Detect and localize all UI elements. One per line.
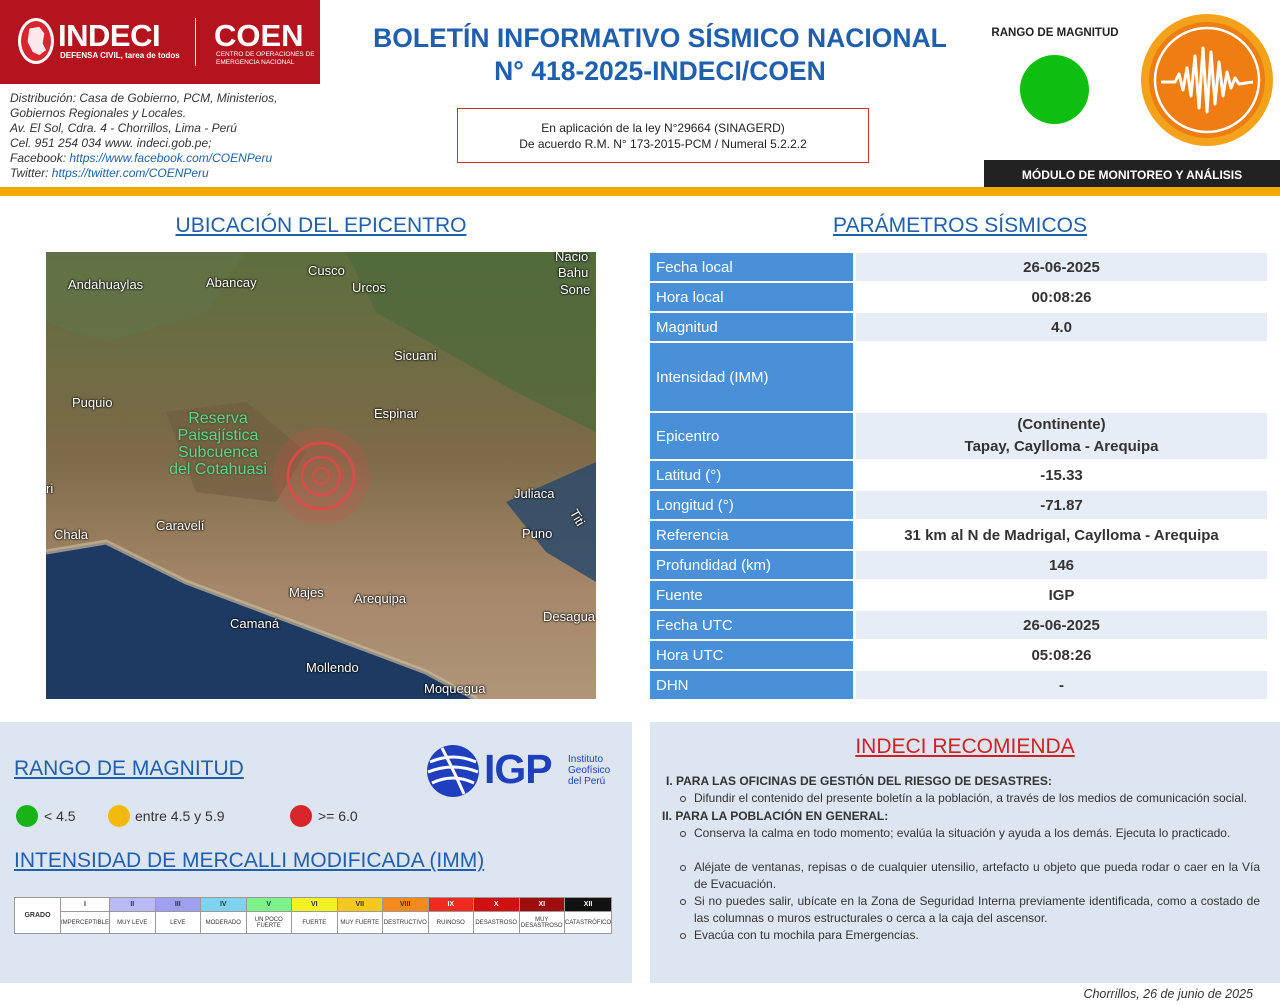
param-key: Profundidad (km) [650,551,856,579]
mercalli-title: INTENSIDAD DE MERCALLI MODIFICADA (IMM) [14,849,485,872]
map-label-chala: Chala [54,527,88,542]
param-key: Fecha local [650,253,856,281]
mercalli-desc: RUINOSO [428,912,474,934]
map-label-juliaca: Juliaca [514,486,555,501]
param-key: Fecha UTC [650,611,856,639]
mercalli-level: XII [565,898,612,912]
magnitude-range-label: RANGO DE MAGNITUD [991,27,1119,39]
mercalli-desc: MUY FUERTE [337,912,383,934]
param-value: - [856,671,1267,699]
map-label-camana: Camaná [230,616,280,631]
mercalli-desc: IMPERCEPTIBLE [61,912,110,934]
table-row [650,551,1267,579]
seismic-params-title: PARÁMETROS SÍSMICOS [833,214,1087,237]
reserve-line: Reserva [188,410,248,427]
map-label-ri: ri [46,481,54,496]
epicenter-location-title: UBICACIÓN DEL EPICENTRO [175,214,467,237]
law-reference-box [457,108,869,163]
mercalli-level: X [474,898,520,912]
rec-section-heading: II. PARA LA POBLACIÓN EN GENERAL: [662,809,889,823]
seismograph-icon [1139,12,1275,148]
param-value [856,343,1267,411]
legend-red-dot [290,805,312,827]
list-item: Difundir el contenido del presente boletín a la población, a través de los medios de comunicación social. [694,790,1260,807]
twitter-line [10,166,310,181]
param-key: Epicentro [650,413,856,459]
table-row [650,283,1267,311]
map-label-arequipa: Arequipa [354,591,407,606]
map-label-abancay: Abancay [206,275,257,290]
mercalli-level: XI [519,898,565,912]
header-divider [0,187,1280,196]
rec-section-heading: I. PARA LAS OFICINAS DE GESTIÓN DEL RIESGO DE DESASTRES: [666,774,1052,788]
mercalli-desc: MUY DESASTROSO [519,912,565,934]
igp-name-line: del Perú [568,776,606,787]
table-row [650,671,1267,699]
param-value: 31 km al N de Madrigal, Caylloma - Arequipa [856,521,1267,549]
legend-green-dot [16,805,38,827]
mercalli-level: IV [201,898,247,912]
param-value: -71.87 [856,491,1267,519]
mercalli-header-row [15,898,612,912]
seismic-params-table [650,251,1267,701]
param-key: Magnitud [650,313,856,341]
epicenter-map[interactable] [46,252,596,699]
map-label-sicuani: Sicuani [394,348,437,363]
param-key: Hora local [650,283,856,311]
reserve-line: del Cotahuasi [169,461,267,478]
map-label-titi: Titi [566,506,589,529]
mercalli-desc: DESTRUCTIVO [383,912,429,934]
indeci-wordmark: INDECI [58,18,161,53]
list-item: Evacúa con tu mochila para Emergencias. [694,927,1260,944]
mercalli-level: VII [337,898,383,912]
legend-green-label: < 4.5 [44,808,76,824]
module-banner: MÓDULO DE MONITOREO Y ANÁLISIS [984,160,1280,187]
epicenter-place: Tapay, Caylloma - Arequipa [964,438,1159,455]
mercalli-desc: MODERADO [201,912,247,934]
table-row [650,521,1267,549]
param-key: DHN [650,671,856,699]
epicenter-region: (Continente) [1017,416,1106,433]
contact-line: Av. El Sol, Cdra. 4 - Chorrillos, Lima - Perú [10,121,237,135]
igp-wordmark: IGP [484,746,552,792]
map-label-desagua: Desagua [543,609,596,624]
map-label-sone: Sone [560,282,591,297]
legend-red-label: >= 6.0 [318,808,358,824]
igp-logo [424,742,614,800]
mercalli-desc: CATASTRÓFICO [565,912,612,934]
map-label-mollendo: Mollendo [306,660,359,675]
twitter-label: Twitter: [10,166,52,180]
reserve-line: Subcuenca [177,444,259,461]
facebook-label: Facebook: [10,151,70,165]
magnitude-indicator-dot [1020,55,1089,124]
mercalli-level: II [110,898,156,912]
mercalli-level: V [246,898,292,912]
mercalli-level: III [155,898,201,912]
mercalli-level: VI [292,898,338,912]
param-value: -15.33 [856,461,1267,489]
footer-date: Chorrillos, 26 de junio de 2025 [1083,987,1253,1001]
indeci-coen-logo [0,0,320,84]
contact-info [10,91,310,181]
param-key: Fuente [650,581,856,609]
param-value: 05:08:26 [856,641,1267,669]
contact-line: Distribución: Casa de Gobierno, PCM, Ministerios, [10,91,278,105]
igp-name [568,754,610,787]
twitter-link[interactable]: https://twitter.com/COENPeru [51,166,209,180]
param-value: 4.0 [856,313,1267,341]
param-value [856,413,1267,459]
coen-wordmark: COEN [214,18,304,53]
table-row [650,343,1267,411]
rec-list [662,790,1260,807]
bulletin-title-line1: BOLETÍN INFORMATIVO SÍSMICO NACIONAL [373,23,947,53]
list-item: Conserva la calma en todo momento; evalúa la situación y ayuda a los demás. Ejecuta lo practicado. [694,825,1260,842]
table-row [650,641,1267,669]
facebook-link[interactable]: https://www.facebook.com/COENPeru [69,151,273,165]
map-label-espinar: Espinar [374,406,419,421]
list-item: Si no puedes salir, ubícate en la Zona de Seguridad Interna previamente identificada, como a costado de las columnas o muros estructurales o cerca a la caja del ascensor. [694,894,1260,925]
legend-yellow-dot [108,805,130,827]
grado-label: GRADO [15,898,61,934]
rec-list [662,825,1260,944]
table-row [650,253,1267,281]
param-value: 00:08:26 [856,283,1267,311]
map-label-cusco: Cusco [308,263,345,278]
recommendations-title: INDECI RECOMIENDA [855,735,1075,758]
peru-map-emblem-icon [18,18,54,64]
satellite-terrain [46,252,596,699]
facebook-line [10,151,310,166]
mercalli-desc: DESASTROSO [474,912,520,934]
map-label-puquio: Puquio [72,395,113,410]
mercalli-desc: MUY LEVE [110,912,156,934]
table-row [650,413,1267,459]
coen-tagline: CENTRO DE OPERACIONES DE EMERGENCIA NACIONAL [216,51,315,66]
map-label-bahu: Bahu [558,265,589,280]
bulletin-title [340,22,980,88]
table-row [650,611,1267,639]
mercalli-scale-table [14,897,612,934]
map-label-puno: Puno [522,526,553,541]
map-label-andahuaylas: Andahuaylas [68,277,144,292]
indeci-tagline: DEFENSA CIVIL, tarea de todos [60,51,180,60]
param-key: Referencia [650,521,856,549]
map-label-nacion: Nacio [555,252,589,264]
list-item: Aléjate de ventanas, repisas o de cualquier utensilio, artefacto u objeto que pueda rodar o caer en la Vía de Evacuación. [694,860,1260,891]
table-row [650,491,1267,519]
param-key: Longitud (°) [650,491,856,519]
mercalli-level: VIII [383,898,429,912]
mercalli-desc: UN POCO FUERTE [246,912,292,934]
param-value: 26-06-2025 [856,611,1267,639]
param-value: 26-06-2025 [856,253,1267,281]
legend-yellow-label: entre 4.5 y 5.9 [135,808,225,824]
reserve-line: Paisajística [177,427,259,444]
map-label-caraveli: Caravelí [156,518,205,533]
mercalli-desc: FUERTE [292,912,338,934]
mercalli-level: IX [428,898,474,912]
recommendations-body [662,772,1260,944]
param-key: Hora UTC [650,641,856,669]
map-label-urcos: Urcos [352,280,386,295]
epicenter-marker [274,429,368,523]
map-label-reserve [158,410,278,478]
igp-name-line: Instituto [568,754,604,765]
table-row [650,313,1267,341]
map-label-majes: Majes [289,585,324,600]
contact-line: Gobiernos Regionales y Locales. [10,106,187,120]
mercalli-desc: LEVE [155,912,201,934]
logo-divider [195,18,196,66]
param-value: IGP [856,581,1267,609]
table-row [650,581,1267,609]
table-row [650,461,1267,489]
bulletin-number: N° 418-2025-INDECI/COEN [494,56,826,86]
igp-name-line: Geofísico [568,765,611,776]
contact-line: Cel. 951 254 034 www. indeci.gob.pe; [10,136,212,150]
mercalli-level: I [61,898,110,912]
law-line: De acuerdo R.M. N° 173-2015-PCM / Numeral 5.2.2.2 [519,137,807,151]
param-value: 146 [856,551,1267,579]
mercalli-desc-row [15,912,612,934]
law-line: En aplicación de la ley N°29664 (SINAGERD) [541,121,785,135]
param-key: Latitud (°) [650,461,856,489]
legend-range-title: RANGO DE MAGNITUD [14,757,244,780]
param-key: Intensidad (IMM) [650,343,856,411]
map-label-moquegua: Moquegua [424,681,486,696]
